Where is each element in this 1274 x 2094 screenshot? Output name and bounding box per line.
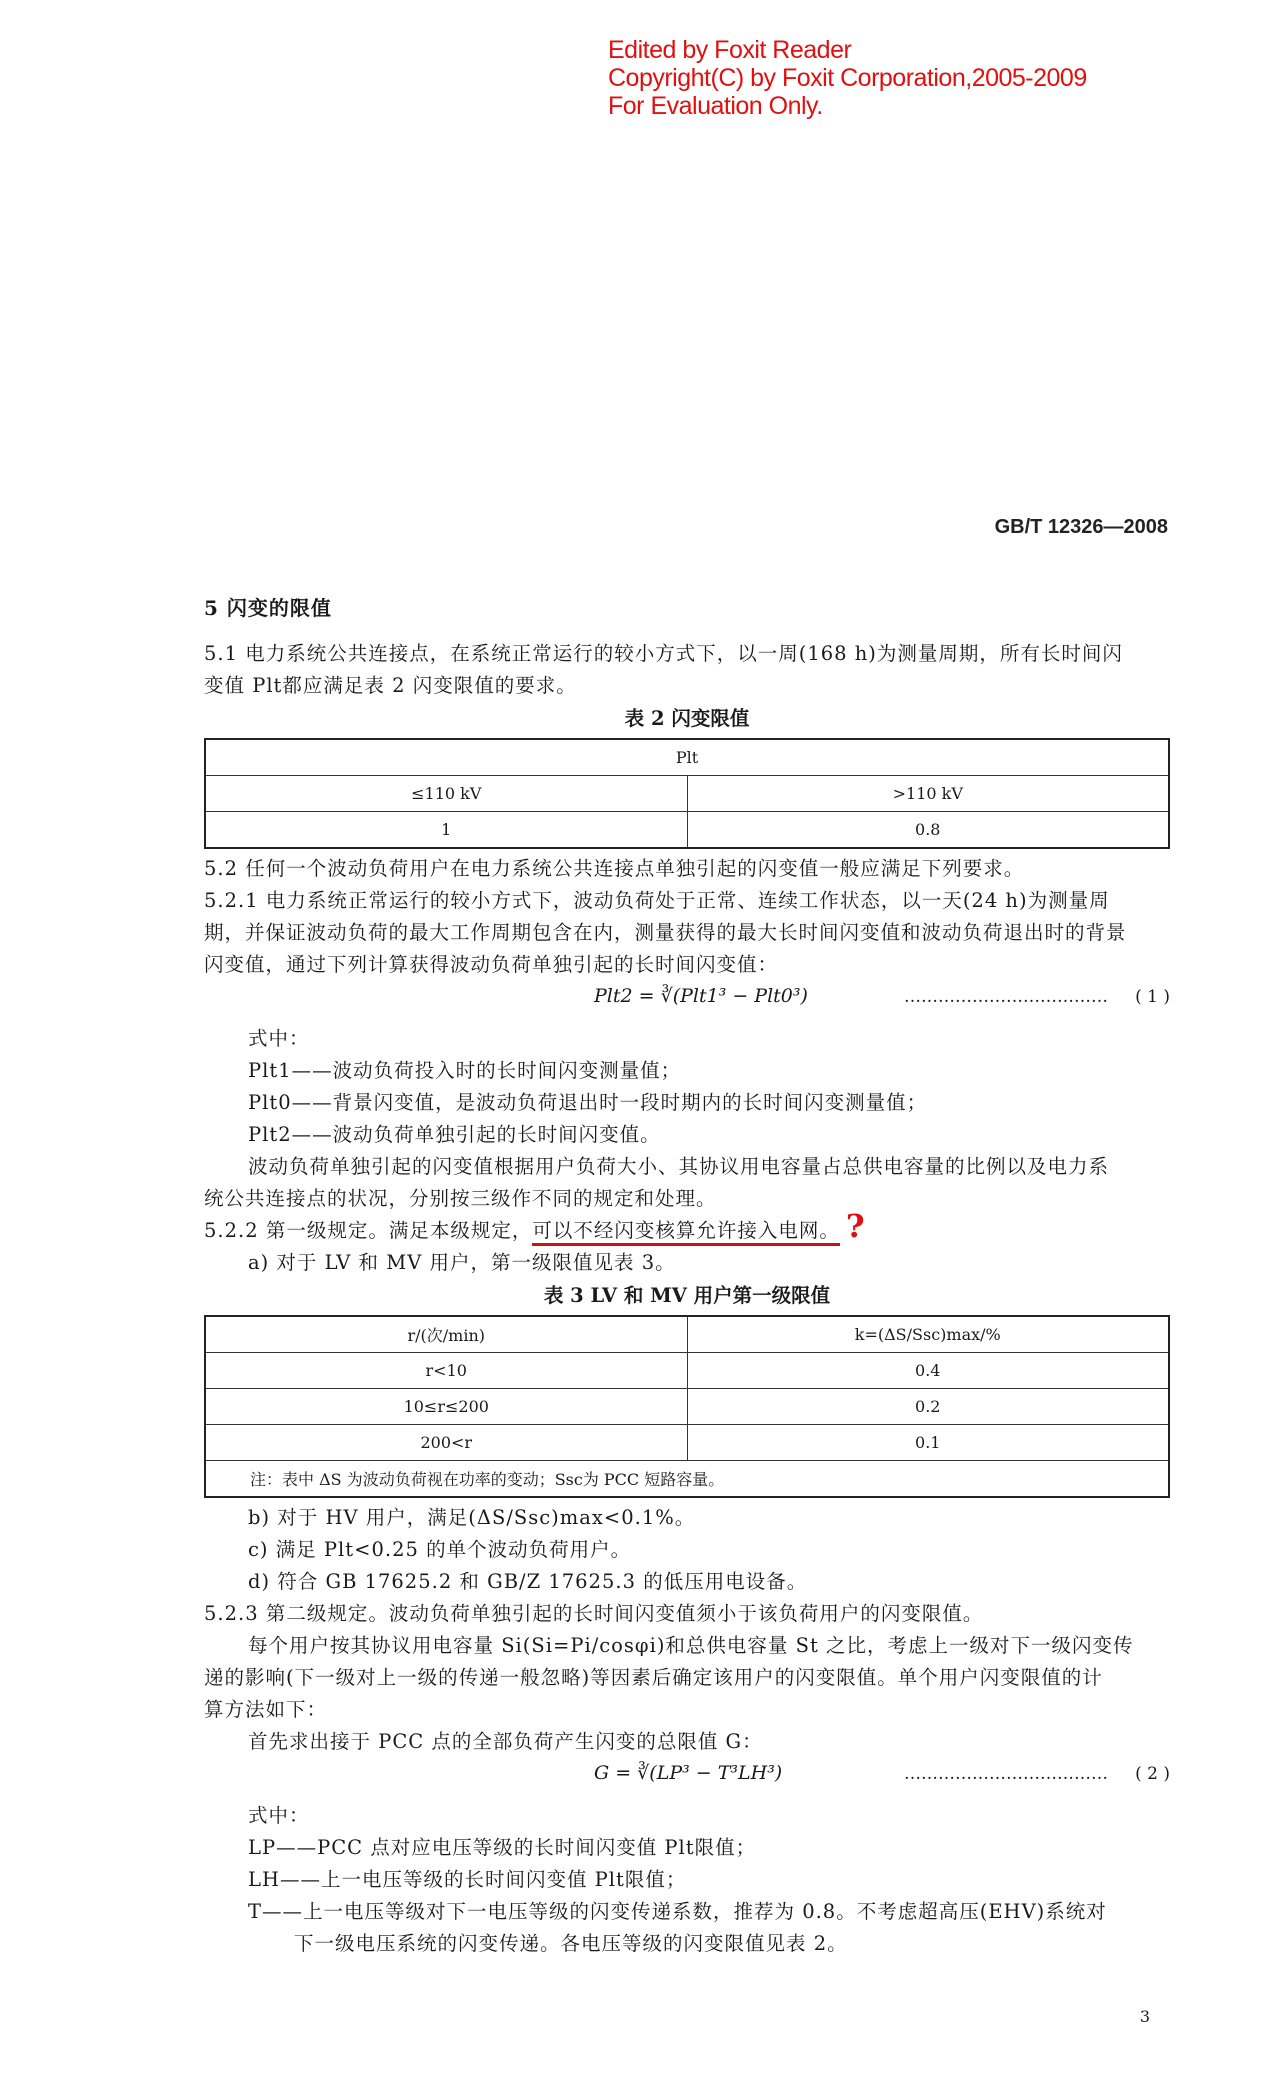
section-title: 5 闪变的限值 (204, 596, 332, 620)
paragraph-5-2-1-line-1: 5.2.1 电力系统正常运行的较小方式下，波动负荷处于正常、连续工作状态，以一天(24 h)为测量周 (204, 889, 1110, 912)
paragraph-5-2-1-line-2: 期，并保证波动负荷的最大工作周期包含在内，测量获得的最大长时间闪变值和波动负荷退出时的背景 (204, 921, 1127, 944)
formula-2-number: ( 2 ) (1135, 1764, 1170, 1784)
table-3-cell-k: 0.4 (687, 1353, 1169, 1389)
table-2-value-low-voltage: 1 (205, 812, 687, 849)
page-number: 3 (1139, 2007, 1150, 2026)
table-3-cell-r: 10≤r≤200 (205, 1389, 687, 1425)
where-1-item-plt0: Plt0——背景闪变值，是波动负荷退出时一段时期内的长时间闪变测量值； (248, 1091, 928, 1114)
item-d: d) 符合 GB 17625.2 和 GB/Z 17625.3 的低压用电设备。 (248, 1570, 808, 1593)
table-3-first-level-limits (204, 1315, 1170, 1498)
paragraph-5-2-2-prefix: 5.2.2 第一级规定。满足本级规定， (204, 1219, 533, 1242)
paragraph-5-1-line-2: 变值 Plt都应满足表 2 闪变限值的要求。 (204, 674, 577, 697)
paragraph-5-2-1-line-3: 闪变值，通过下列计算获得波动负荷单独引起的长时间闪变值： (204, 953, 779, 976)
formula-2: G = ∛(LP³ − T³LH³) (594, 1762, 783, 1784)
watermark-line-2: Copyright(C) by Foxit Corporation,2005-2009 (608, 64, 1087, 92)
table-3-cell-r: 200<r (205, 1425, 687, 1461)
formula-1-leader-dots: ……………………………… (904, 987, 1108, 1007)
formula-1-row (204, 981, 1170, 1023)
where-2-item-t: T——上一电压等级对下一电压等级的闪变传递系数，推荐为 0.8。不考虑超高压(EHV)系统对 (248, 1900, 1107, 1923)
table-3-cell-r: r<10 (205, 1353, 687, 1389)
table-3-caption: 表 3 LV 和 MV 用户第一级限值 (543, 1284, 831, 1307)
table-3-note: 注：表中 ΔS 为波动负荷视在功率的变动；Ssc为 PCC 短路容量。 (205, 1461, 1169, 1498)
paragraph-levels-line-2: 统公共连接点的状况，分别按三级作不同的规定和处理。 (204, 1187, 717, 1210)
table-2-caption: 表 2 闪变限值 (624, 707, 750, 730)
table-3-header-k: k=(ΔS/Ssc)max/% (687, 1316, 1169, 1353)
formula-1-number: ( 1 ) (1135, 987, 1170, 1007)
question-mark-annotation: ? (845, 1207, 866, 1245)
table-2-header: Plt (205, 739, 1169, 776)
red-underline-annotation: 可以不经闪变核算允许接入电网。 (532, 1219, 840, 1246)
formula-1: Plt2 = ∛(Plt1³ − Plt0³) (594, 985, 808, 1007)
table-row (205, 1353, 1169, 1389)
where-1-title: 式中： (248, 1027, 310, 1050)
table-2-col-low-voltage: ≤110 kV (205, 776, 687, 812)
table-row (205, 1425, 1169, 1461)
table-2-col-high-voltage: >110 kV (687, 776, 1169, 812)
where-2-item-lp: LP——PCC 点对应电压等级的长时间闪变值 Plt限值； (248, 1836, 757, 1859)
paragraph-5-2-3-line-5: 首先求出接于 PCC 点的全部负荷产生闪变的总限值 G： (248, 1730, 763, 1753)
where-2-item-lh: LH——上一电压等级的长时间闪变值 Plt限值； (248, 1868, 687, 1891)
where-2-item-t-continued: 下一级电压系统的闪变传递。各电压等级的闪变限值见表 2。 (294, 1932, 848, 1955)
table-3-cell-k: 0.1 (687, 1425, 1169, 1461)
paragraph-5-2-3-line-4: 算方法如下： (204, 1698, 328, 1721)
paragraph-levels-line-1: 波动负荷单独引起的闪变值根据用户负荷大小、其协议用电容量占总供电容量的比例以及电力系 (248, 1155, 1110, 1178)
evaluation-watermark (608, 36, 1087, 120)
item-a: a) 对于 LV 和 MV 用户，第一级限值见表 3。 (248, 1251, 676, 1274)
table-2-flicker-limits (204, 738, 1170, 849)
watermark-line-1: Edited by Foxit Reader (608, 36, 852, 64)
paragraph-5-2-3-line-3: 递的影响(下一级对上一级的传递一般忽略)等因素后确定该用户的闪变限值。单个用户闪变限值的计 (204, 1666, 1103, 1689)
where-2-title: 式中： (248, 1804, 310, 1827)
standard-number-header: GB/T 12326—2008 (994, 516, 1168, 538)
item-b: b) 对于 HV 用户，满足(ΔS/Ssc)max<0.1%。 (248, 1506, 696, 1529)
where-1-item-plt1: Plt1——波动负荷投入时的长时间闪变测量值； (248, 1059, 682, 1082)
watermark-line-3: For Evaluation Only. (608, 92, 823, 120)
paragraph-5-2-2 (204, 1207, 1170, 1247)
paragraph-5-2: 5.2 任何一个波动负荷用户在电力系统公共连接点单独引起的闪变值一般应满足下列要求。 (204, 857, 1025, 880)
formula-2-leader-dots: ……………………………… (904, 1764, 1108, 1784)
table-row (205, 1389, 1169, 1425)
table-3-cell-k: 0.2 (687, 1389, 1169, 1425)
paragraph-5-1-line-1: 5.1 电力系统公共连接点，在系统正常运行的较小方式下，以一周(168 h)为测量周期，所有长时间闪 (204, 642, 1123, 665)
item-c: c) 满足 Plt<0.25 的单个波动负荷用户。 (248, 1538, 632, 1561)
table-2-value-high-voltage: 0.8 (687, 812, 1169, 849)
where-1-item-plt2: Plt2——波动负荷单独引起的长时间闪变值。 (248, 1123, 661, 1146)
paragraph-5-2-3-line-1: 5.2.3 第二级规定。波动负荷单独引起的长时间闪变值须小于该负荷用户的闪变限值。 (204, 1602, 984, 1625)
document-body (204, 592, 1170, 1960)
paragraph-5-2-3-line-2: 每个用户按其协议用电容量 Si(Si=Pi/cosφi)和总供电容量 St 之比，考虑上一级对下一级闪变传 (248, 1634, 1134, 1657)
formula-2-row (204, 1758, 1170, 1800)
table-3-header-r: r/(次/min) (205, 1316, 687, 1353)
